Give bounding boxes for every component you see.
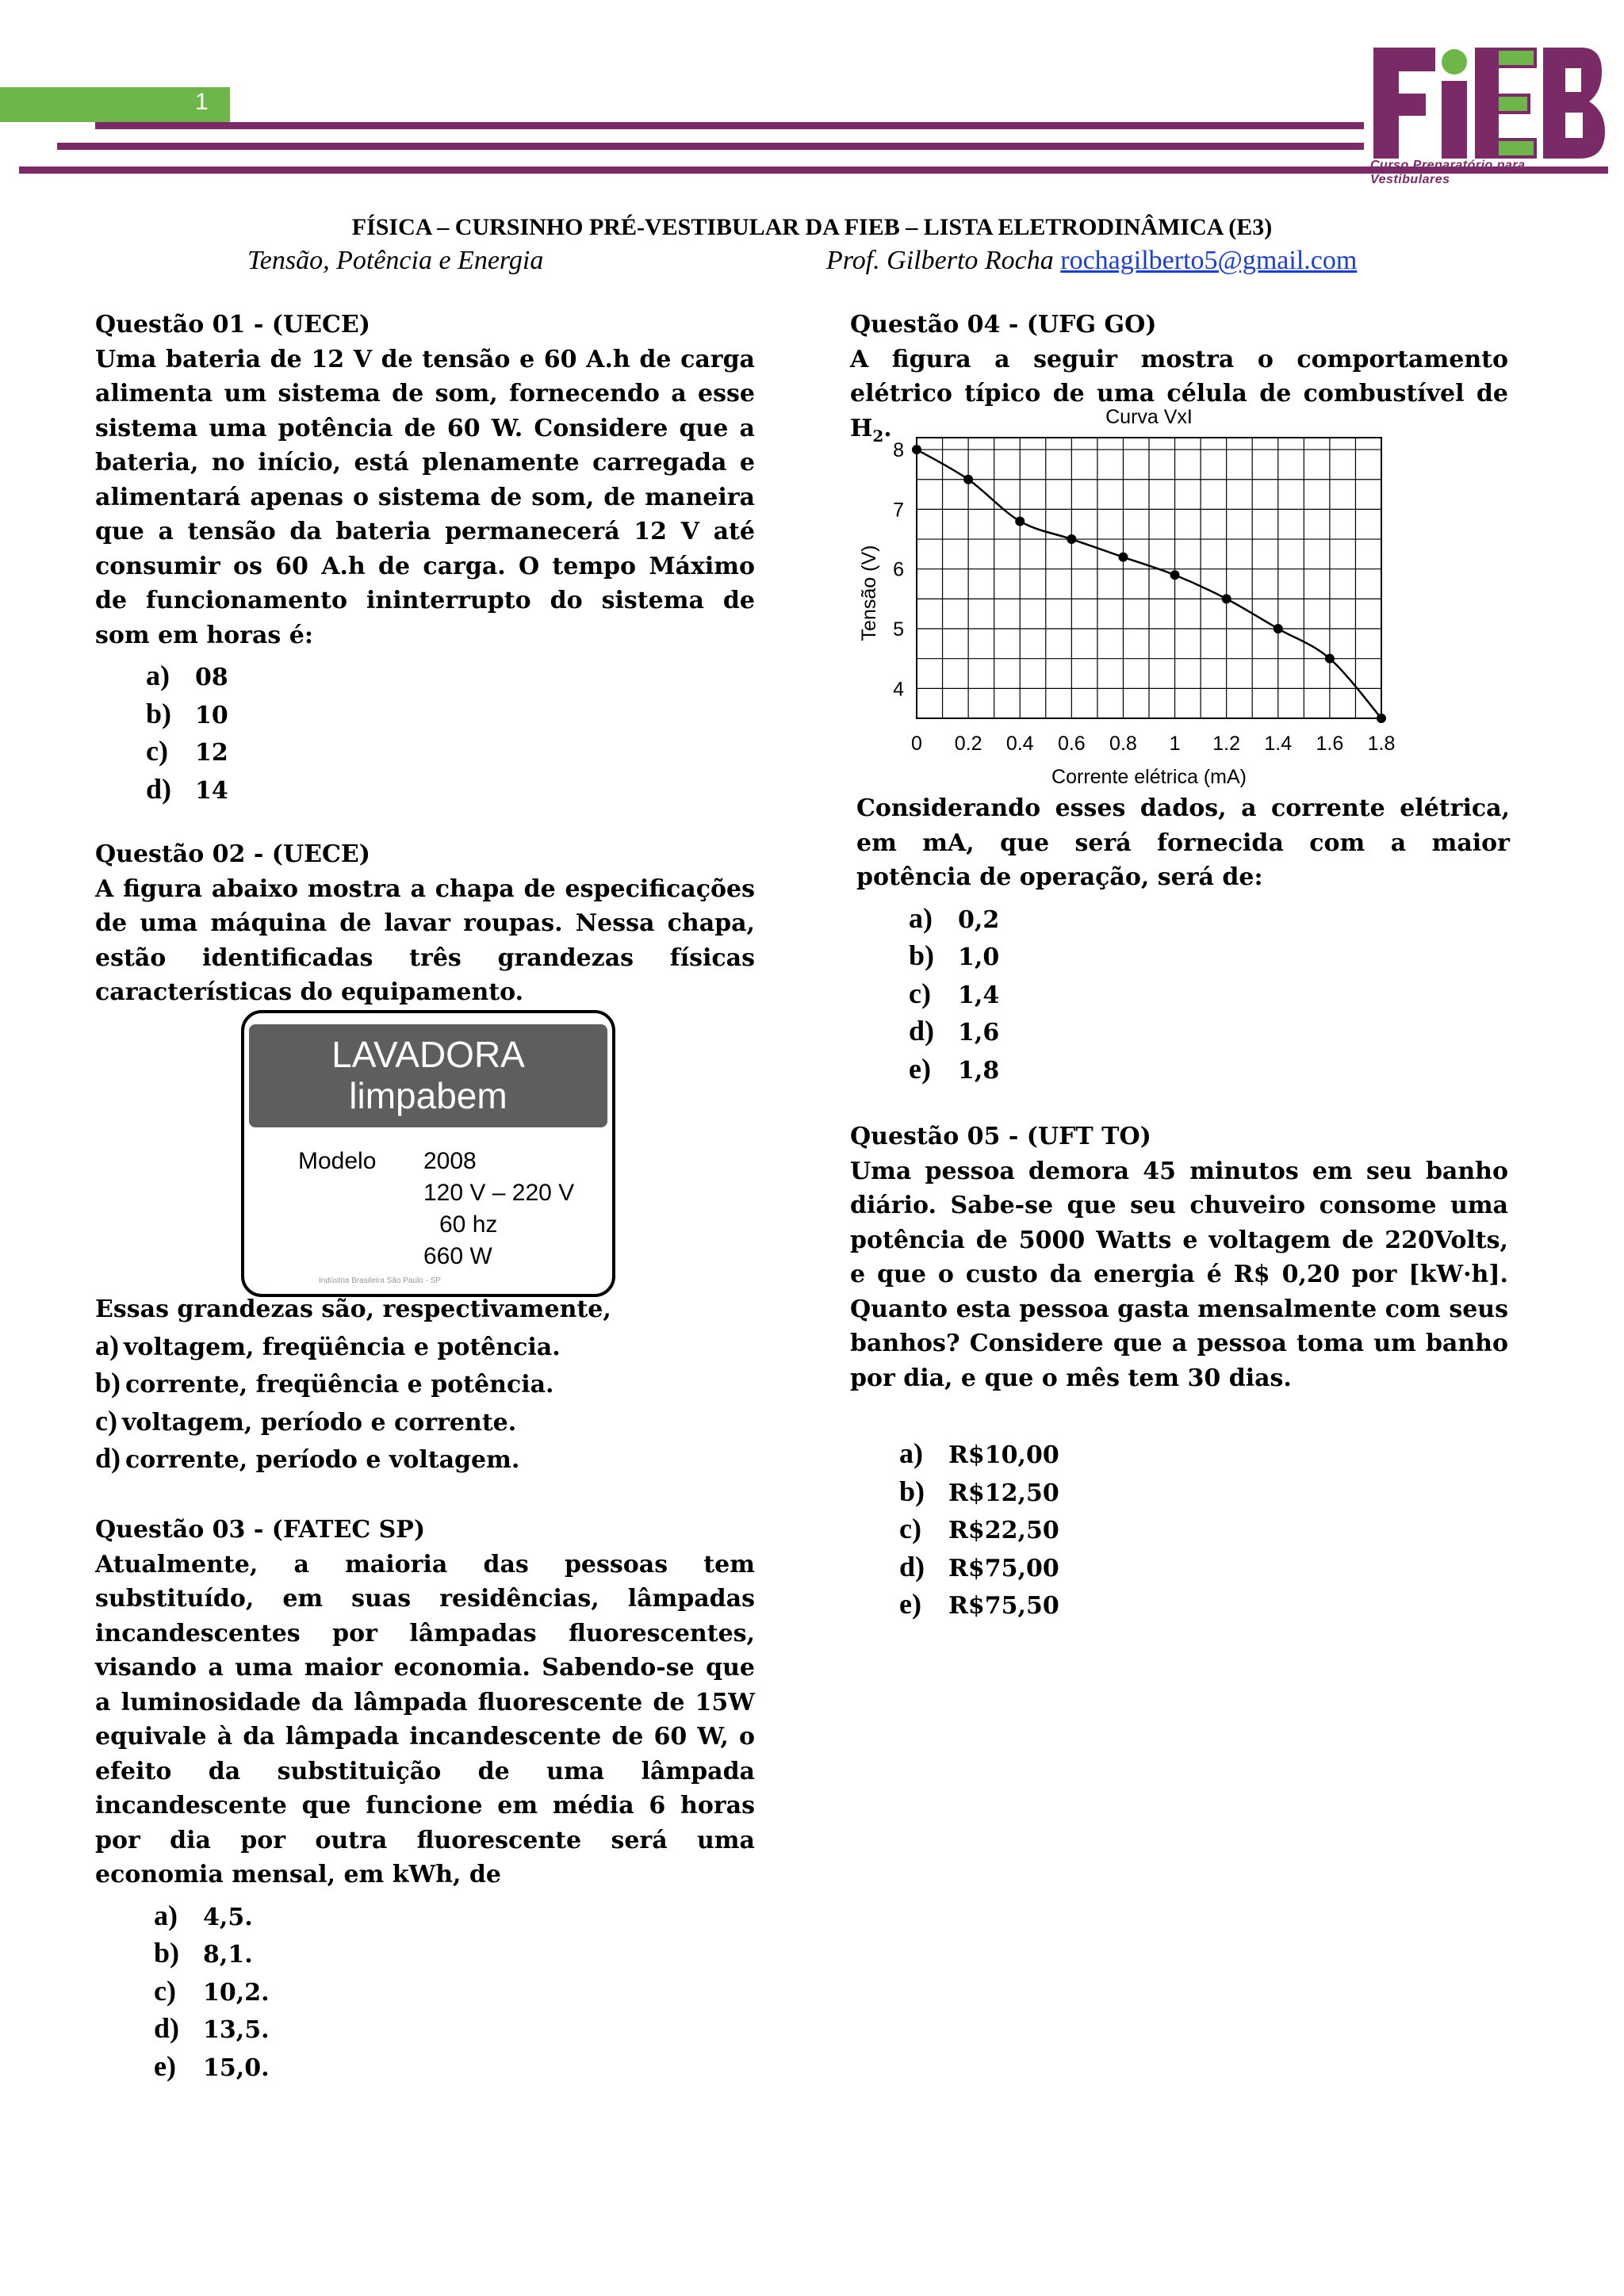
option-a[interactable]: a) R$10,00 bbox=[899, 1437, 1059, 1469]
option-d[interactable]: d) 1,6 bbox=[909, 1015, 1000, 1047]
chart-grid bbox=[917, 438, 1381, 718]
author-line bbox=[826, 246, 1357, 276]
plate-voltage: 120 V – 220 V bbox=[423, 1180, 575, 1206]
chart-data-point bbox=[1377, 714, 1386, 723]
option-a[interactable]: a) 4,5. bbox=[154, 1899, 253, 1931]
plate-model-value: 2008 bbox=[423, 1148, 477, 1174]
question-text: Uma bateria de 12 V de tensão e 60 A.h de carga alimenta um sistema de som, fornecendo a esse sistema uma potência de 60 W. Considere que a bateria, no início, está plenamente carregada e alimentará apenas o sistema de som, de maneira que a tensão da bateria permanecerá 12 V até consumir os 60 A.h de carga. O tempo Máximo de funcionamento ininterrupto do sistema de som em horas é: bbox=[95, 345, 755, 649]
x-tick-label: 1.6 bbox=[1316, 733, 1344, 755]
option-e[interactable]: e) 15,0. bbox=[154, 2049, 270, 2082]
question-text: A figura a seguir mostra o comportamento elétrico típico de uma célula de combustível de $H_2$. bbox=[850, 345, 1508, 446]
x-tick-label: 1.2 bbox=[1212, 733, 1241, 755]
plate-banner bbox=[249, 1024, 607, 1127]
question-title: Questão 04 - (UFG GO) bbox=[850, 311, 1157, 339]
option-a[interactable]: a) voltagem, freqüência e potência. bbox=[95, 1329, 561, 1361]
x-tick-label: 0 bbox=[911, 733, 922, 755]
option-b[interactable]: b) 10 bbox=[146, 697, 228, 729]
question-after-text: Considerando esses dados, a corrente elétrica, em mA, que será fornecida com a maior potência de operação, será de: bbox=[856, 794, 1510, 891]
plate-model-label: Modelo bbox=[298, 1148, 377, 1174]
option-d[interactable]: d) 13,5. bbox=[154, 2012, 270, 2044]
option-c[interactable]: c) 12 bbox=[146, 735, 228, 767]
plate-footer: Indústria Brasileira São Paulo - SP bbox=[319, 1276, 441, 1285]
question-after-text: Essas grandezas são, respectivamente, bbox=[95, 1295, 611, 1323]
x-tick-label: 0.6 bbox=[1057, 733, 1086, 755]
options-list bbox=[852, 900, 1510, 1089]
question-title: Questão 03 - (FATEC SP) bbox=[95, 1516, 426, 1544]
question-04-answers bbox=[852, 791, 1510, 1088]
x-tick-label: 1.4 bbox=[1264, 733, 1293, 755]
chart-data-point bbox=[912, 445, 921, 454]
chart-y-axis-label: Tensão (V) bbox=[858, 545, 880, 641]
question-05 bbox=[850, 1119, 1508, 1624]
x-tick-label: 0.8 bbox=[1109, 733, 1137, 755]
y-tick-label: 4 bbox=[893, 678, 904, 701]
plate-power: 660 W bbox=[423, 1243, 492, 1269]
chart-data-point bbox=[1067, 534, 1076, 544]
question-02 bbox=[95, 837, 755, 1010]
question-text: Atualmente, a maioria das pessoas tem substituído, em suas residências, lâmpadas incandescentes por lâmpadas fluorescentes, visando a uma maior economia. Sabendo-se que a luminosidade da lâmpada fluorescente de 15W equivale à da lâmpada incandescente de 60 W, o efeito da substituição de uma lâmpada incandescente que funcione em média 6 horas por dia por outra fluorescente será uma economia mensal, em kWh, de bbox=[95, 1550, 755, 1888]
plate-brand-line2: limpabem bbox=[349, 1075, 508, 1116]
option-c[interactable]: c) 1,4 bbox=[909, 977, 1000, 1009]
chart-data-point bbox=[1015, 516, 1025, 526]
question-01 bbox=[95, 308, 755, 808]
y-tick-label: 6 bbox=[893, 558, 904, 581]
y-tick-label: 7 bbox=[893, 499, 904, 522]
question-title: Questão 01 - (UECE) bbox=[95, 311, 370, 339]
option-b[interactable]: b) 8,1. bbox=[154, 1937, 253, 1969]
header-stripe bbox=[95, 122, 1364, 129]
question-title: Questão 05 - (UFT TO) bbox=[850, 1123, 1151, 1150]
option-a[interactable]: a) 0,2 bbox=[909, 901, 1000, 934]
option-c[interactable]: c) 10,2. bbox=[154, 1974, 270, 2007]
x-tick-label: 0.4 bbox=[1005, 733, 1034, 755]
option-c[interactable]: c) voltagem, período e corrente. bbox=[95, 1404, 517, 1437]
option-b[interactable]: b) corrente, freqüência e potência. bbox=[95, 1367, 554, 1399]
question-title: Questão 02 - (UECE) bbox=[95, 840, 370, 868]
vxi-chart bbox=[853, 404, 1416, 793]
x-tick-label: 0.2 bbox=[954, 733, 982, 755]
y-tick-label: 8 bbox=[893, 439, 904, 462]
option-e[interactable]: e) 1,8 bbox=[909, 1052, 1000, 1085]
option-b[interactable]: b) 1,0 bbox=[909, 939, 1000, 971]
author-email-link[interactable]: rochagilberto5@gmail.com bbox=[1060, 246, 1358, 275]
author-name: Prof. Gilberto Rocha bbox=[826, 246, 1054, 275]
chart-x-axis-label: Corrente elétrica (mA) bbox=[1051, 766, 1247, 788]
specification-plate bbox=[241, 1010, 615, 1297]
option-d[interactable]: d) corrente, período e voltagem. bbox=[95, 1442, 520, 1474]
chart-data-point bbox=[1118, 553, 1128, 562]
option-a[interactable]: a) 08 bbox=[146, 660, 228, 691]
document-title: FÍSICA – CURSINHO PRÉ-VESTIBULAR DA FIEB – LISTA ELETRODINÂMICA (E3) bbox=[351, 214, 1273, 240]
chart-data-point bbox=[963, 475, 973, 484]
y-tick-label: 5 bbox=[893, 618, 904, 641]
option-b[interactable]: b) R$12,50 bbox=[899, 1475, 1059, 1507]
question-text: A figura abaixo mostra a chapa de especificações de uma máquina de lavar roupas. Nessa chapa, estão identificadas três grandezas físicas características do equipamento. bbox=[95, 874, 755, 1006]
chart-data-point bbox=[1170, 570, 1180, 580]
option-d[interactable]: d) 14 bbox=[146, 772, 228, 805]
options-list bbox=[95, 1897, 755, 2086]
x-tick-label: 1.8 bbox=[1367, 733, 1396, 755]
chart-data-point bbox=[1325, 654, 1335, 664]
plate-brand-line1: LAVADORA bbox=[331, 1034, 525, 1075]
header-stripe bbox=[57, 143, 1364, 150]
page-number: 1 bbox=[195, 89, 209, 115]
question-03 bbox=[95, 1513, 755, 2085]
chart-title: Curva VxI bbox=[1105, 406, 1193, 428]
question-02-answers bbox=[95, 1292, 755, 1478]
logo-subtitle: Curso Preparatório para Vestibulares bbox=[1370, 159, 1526, 186]
x-tick-label: 1 bbox=[1169, 733, 1181, 755]
option-d[interactable]: d) R$75,00 bbox=[899, 1550, 1059, 1582]
option-c[interactable]: c) R$22,50 bbox=[899, 1513, 1059, 1544]
document-topic: Tensão, Potência e Energia bbox=[247, 246, 544, 275]
plate-frequency: 60 hz bbox=[439, 1211, 498, 1238]
chart-data-point bbox=[1222, 594, 1231, 603]
options-list bbox=[95, 657, 755, 808]
option-e[interactable]: e) R$75,50 bbox=[899, 1588, 1059, 1620]
chart-data-point bbox=[1274, 624, 1283, 633]
options-list bbox=[850, 1435, 1508, 1624]
question-text: Uma pessoa demora 45 minutos em seu banho diário. Sabe-se que seu chuveiro consome uma potência de 5000 Watts e voltagem de 220Volts, e que o custo da energia é R$ 0,20 por [kW·h]. Quanto esta pessoa gasta mensalmente com seus banhos? Considere que a pessoa toma um banho por dia, e que o mês tem 30 dias. bbox=[850, 1157, 1508, 1392]
